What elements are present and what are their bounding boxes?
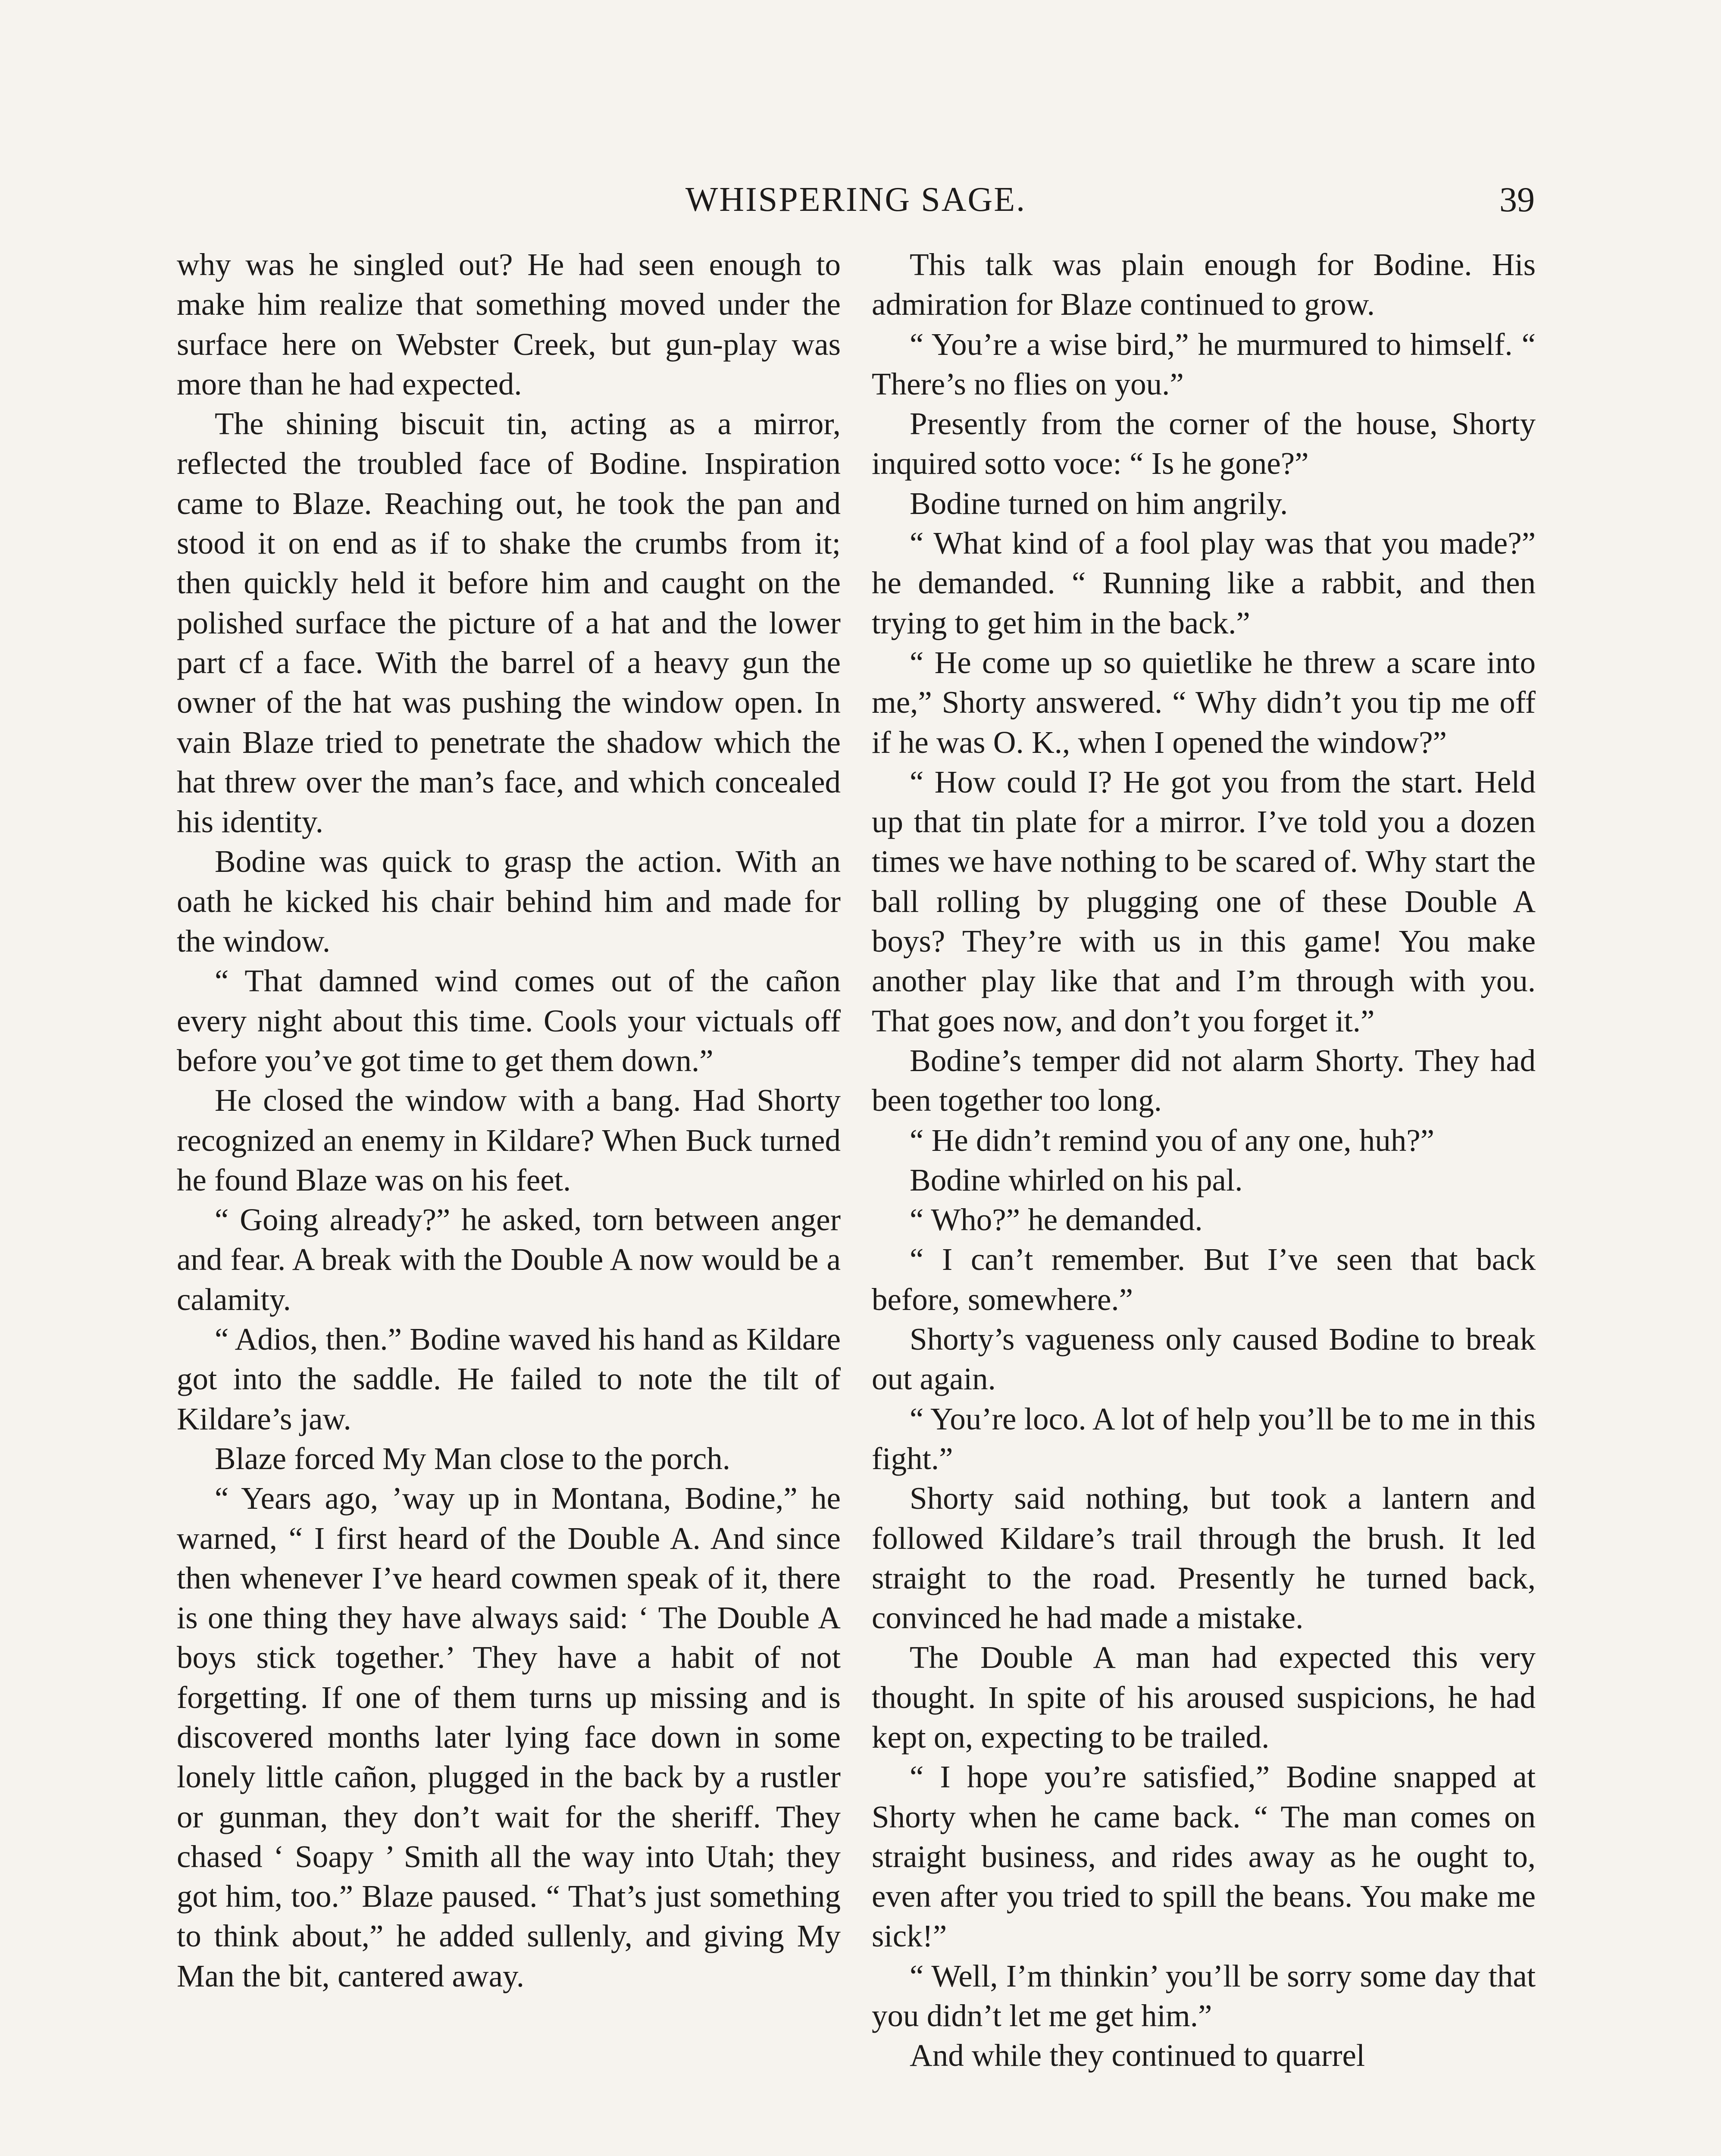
paragraph: “ He didn’t remind you of any one, huh?” xyxy=(910,1122,1435,1158)
paragraph: Bodine’s temper did not alarm Shorty. They had been together too long. xyxy=(872,1043,1536,1118)
paragraph: Shorty said nothing, but took a lantern and followed Kildare’s trail through the brush. It led straight to the road. Presently he turned back, convinced he had made a mistake. xyxy=(872,1481,1536,1636)
paragraph: “ I hope you’re satisfied,” Bodine snapped at Shorty when he came back. “ The man comes on straight business, and rides away as he ought to, even after you tried to spill the beans. You make me sick!” xyxy=(872,1759,1536,1954)
paragraph: “ Going already?” he asked, torn between anger and fear. A break with the Double A now would be a calamity. xyxy=(177,1202,841,1317)
paragraph: Blaze forced My Man close to the porch. xyxy=(215,1441,730,1476)
paragraph: “ He come up so quietlike he threw a scare into me,” Shorty answered. “ Why didn’t you tip me off if he was O. K., when I opened the window?” xyxy=(872,645,1536,760)
paragraph: “ You’re loco. A lot of help you’ll be to me in this fight.” xyxy=(872,1401,1536,1476)
paragraph: And while they continued to quarrel xyxy=(910,2038,1365,2073)
paragraph: This talk was plain enough for Bodine. His admiration for Blaze continued to grow. xyxy=(872,247,1536,322)
page-number: 39 xyxy=(1499,180,1535,219)
paragraph: Presently from the corner of the house, Shorty inquired sotto voce: “ Is he gone?” xyxy=(872,406,1536,481)
paragraph: Bodine turned on him angrily. xyxy=(910,486,1288,521)
paragraph: “ Years ago, ’way up in Montana, Bodine,” he warned, “ I first heard of the Double A. And since then whenever I’ve heard cowmen speak of it, there is one thing they have always said: ‘ The Double A boys stick together.’ They have a habit of not forgetting. If one of them turns up missing and is discovered months later lying face down in some lonely little cañon, plugged in the back by a rustler or gunman, they don’t wait for the sheriff. They chased ‘ Soapy ’ Smith all the way into Utah; they got him, too.” Blaze paused. “ That’s just something to think about,” he added sullenly, and giving My Man the bit, cantered away. xyxy=(177,1481,841,1993)
running-title: WHISPERING SAGE. xyxy=(685,181,1026,219)
paragraph: The shining biscuit tin, acting as a mirror, reflected the troubled face of Bodine. Inspiration came to Blaze. Reaching out, he took the pan and stood it on end as if to shake the crumbs from it; then quickly held it before him and caught on the polished surface the picture of a hat and the lower part cf a face. With the barrel of a heavy gun the owner of the hat was pushing the window open. In vain Blaze tried to penetrate the shadow which the hat threw over the man’s face, and which concealed his identity. xyxy=(177,406,841,840)
paragraph: “ That damned wind comes out of the cañon every night about this time. Cools your victuals off before you’ve got time to get them down.” xyxy=(177,963,841,1078)
paragraph: “ What kind of a fool play was that you made?” he demanded. “ Running like a rabbit, and then trying to get him in the back.” xyxy=(872,526,1536,640)
paragraph: “ Adios, then.” Bodine waved his hand as Kildare got into the saddle. He failed to note the tilt of Kildare’s jaw. xyxy=(177,1322,841,1436)
left-column xyxy=(177,245,841,1996)
paragraph: “ You’re a wise bird,” he murmured to himself. “ There’s no flies on you.” xyxy=(872,326,1536,401)
paragraph: “ How could I? He got you from the start. Held up that tin plate for a mirror. I’ve told you a dozen times we have nothing to be scared of. Why start the ball rolling by plugging one of these Double A boys? They’re with us in this game! You make another play like that and I’m through with you. That goes now, and don’t you forget it.” xyxy=(872,764,1536,1038)
paragraph: “ Who?” he demanded. xyxy=(910,1202,1203,1238)
paragraph: why was he singled out? He had seen enough to make him realize that something moved under the surface here on Webster Creek, but gun-play was more than he had expected. xyxy=(177,247,841,401)
paragraph: “ I can’t remember. But I’ve seen that back before, somewhere.” xyxy=(872,1242,1536,1317)
right-column xyxy=(872,245,1536,2076)
paragraph: “ Well, I’m thinkin’ you’ll be sorry some day that you didn’t let me get him.” xyxy=(872,1958,1536,2034)
paragraph: The Double A man had expected this very thought. In spite of his aroused suspicions, he had kept on, expecting to be trailed. xyxy=(872,1640,1536,1755)
page-header xyxy=(177,176,1535,223)
paragraph: Bodine was quick to grasp the action. With an oath he kicked his chair behind him and made for the window. xyxy=(177,844,841,959)
paragraph: He closed the window with a bang. Had Shorty recognized an enemy in Kildare? When Buck turned he found Blaze was on his feet. xyxy=(177,1083,841,1197)
paragraph: Shorty’s vagueness only caused Bodine to break out again. xyxy=(872,1322,1536,1397)
paragraph: Bodine whirled on his pal. xyxy=(910,1162,1243,1197)
